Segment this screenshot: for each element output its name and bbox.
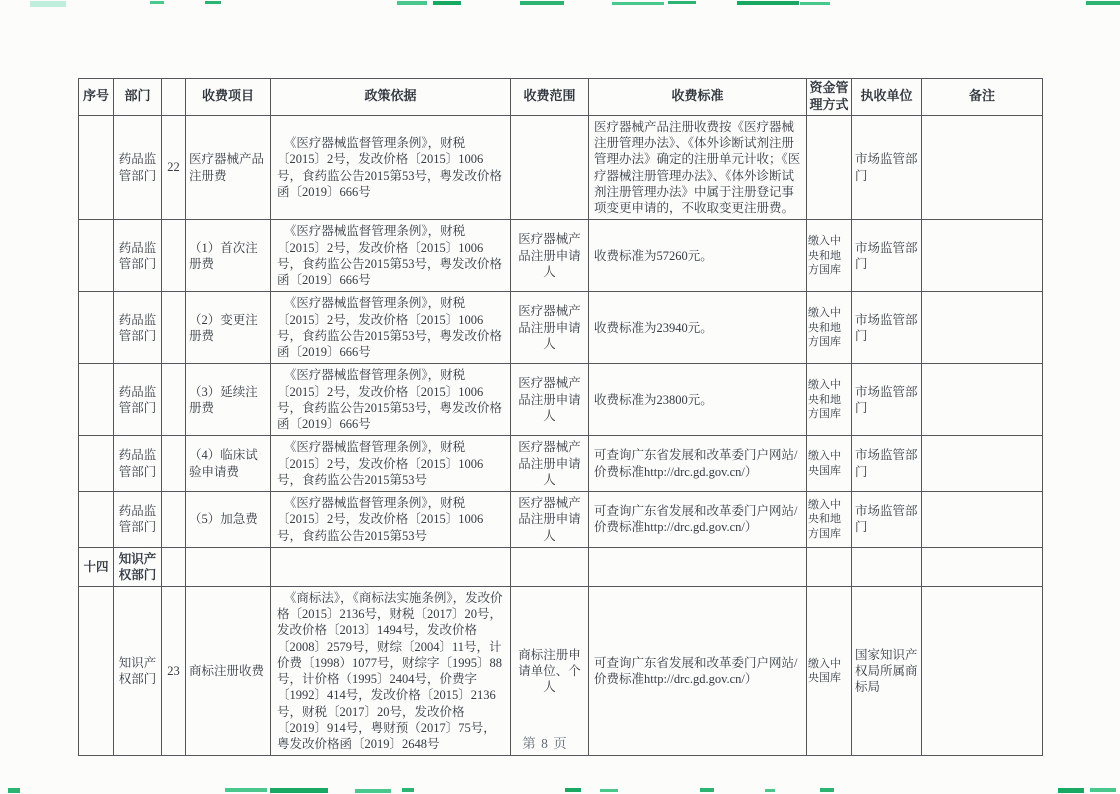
cell-item-no: 22 (162, 115, 186, 220)
cell-department: 药品监管部门 (114, 492, 162, 548)
page-number: 第 8 页 (522, 736, 568, 751)
column-header-fee-item: 收费项目 (186, 79, 271, 116)
cell-fee-item: （5）加急费 (186, 492, 271, 548)
cell-fee-item: 商标注册收费 (186, 586, 271, 756)
column-header-item-no (162, 79, 186, 116)
cell-department: 药品监管部门 (114, 115, 162, 220)
cell-fund-management (807, 547, 852, 586)
cell-fee-scope: 医疗器械产品注册申请人 (511, 364, 589, 436)
cell-fee-scope: 医疗器械产品注册申请人 (511, 292, 589, 364)
cell-collecting-unit: 市场监管部门 (852, 436, 922, 492)
cell-item-no (162, 292, 186, 364)
cell-remarks (922, 220, 1043, 292)
cell-fund-management: 缴入中央国库 (807, 586, 852, 756)
cell-seq-no (79, 220, 114, 292)
cell-fee-standard: 医疗器械产品注册收费按《医疗器械注册管理办法》、《体外诊断试剂注册管理办法》确定的注册单元计收；《医疗器械注册管理办法》、《体外诊断试剂注册管理办法》中属于注册登记事项变更申请的，不收取变更注册费。 (589, 115, 807, 220)
cell-fund-management: 缴入中央和地方国库 (807, 492, 852, 548)
cell-fee-standard: 收费标准为23800元。 (589, 364, 807, 436)
cell-fee-standard (589, 547, 807, 586)
cell-fee-scope: 商标注册申请单位、个人 (511, 586, 589, 756)
cell-fee-item: （4）临床试验申请费 (186, 436, 271, 492)
table-header-row (79, 79, 1043, 116)
cell-collecting-unit: 市场监管部门 (852, 492, 922, 548)
cell-policy-basis: 《医疗器械监督管理条例》，财税〔2015〕2号，发改价格〔2015〕1006号，食药监公告2015第53号，粤发改价格函〔2019〕666号 (271, 220, 511, 292)
cell-policy-basis (271, 547, 511, 586)
cell-fee-scope: 医疗器械产品注册申请人 (511, 436, 589, 492)
table-row (79, 492, 1043, 548)
cell-department: 药品监管部门 (114, 364, 162, 436)
column-header-collecting-unit: 执收单位 (852, 79, 922, 116)
cell-policy-basis: 《医疗器械监督管理条例》，财税〔2015〕2号，发改价格〔2015〕1006号，食药监公告2015第53号，粤发改价格函〔2019〕666号 (271, 364, 511, 436)
column-header-fee-scope: 收费范围 (511, 79, 589, 116)
cell-seq-no (79, 115, 114, 220)
cell-fund-management: 缴入中央国库 (807, 436, 852, 492)
fee-table (78, 78, 1043, 756)
column-header-seq-no: 序号 (79, 79, 114, 116)
cell-fee-item: 医疗器械产品注册费 (186, 115, 271, 220)
cell-collecting-unit: 市场监管部门 (852, 292, 922, 364)
table-row (79, 547, 1043, 586)
column-header-remarks: 备注 (922, 79, 1043, 116)
cell-remarks (922, 292, 1043, 364)
cell-fund-management: 缴入中央和地方国库 (807, 220, 852, 292)
cell-fee-standard: 可查询广东省发展和改革委门户网站/价费标准http://drc.gd.gov.cn/） (589, 492, 807, 548)
cell-fee-standard: 可查询广东省发展和改革委门户网站/价费标准http://drc.gd.gov.cn/） (589, 586, 807, 756)
cell-collecting-unit: 国家知识产权局所属商标局 (852, 586, 922, 756)
cell-fee-scope (511, 547, 589, 586)
cell-item-no: 23 (162, 586, 186, 756)
cell-fee-standard: 收费标准为57260元。 (589, 220, 807, 292)
cell-department: 药品监管部门 (114, 220, 162, 292)
cell-fee-scope: 医疗器械产品注册申请人 (511, 220, 589, 292)
cell-remarks (922, 586, 1043, 756)
cell-department: 知识产权部门 (114, 547, 162, 586)
cell-collecting-unit: 市场监管部门 (852, 115, 922, 220)
scan-artifact-bottom (0, 784, 1120, 794)
cell-item-no (162, 436, 186, 492)
cell-remarks (922, 115, 1043, 220)
cell-department: 知识产权部门 (114, 586, 162, 756)
cell-fee-item: （2）变更注册费 (186, 292, 271, 364)
cell-collecting-unit (852, 547, 922, 586)
table-row (79, 364, 1043, 436)
cell-seq-no: 十四 (79, 547, 114, 586)
cell-item-no (162, 547, 186, 586)
cell-policy-basis: 《商标法》，《商标法实施条例》，发改价格〔2015〕2136号，财税〔2017〕20号，发改价格〔2013〕1494号，发改价格〔2008〕2579号，财综〔2004〕11号，计价费〔1998）1077号，财综字〔1995〕88号，计价格（1995〕2404号，价费字〔1992〕414号，发改价格〔2015〕2136号，财税〔2017〕20号，发改价格〔2019〕914号，粤财预（2017〕75号，粤发改价格函〔2019〕2648号 (271, 586, 511, 756)
cell-seq-no (79, 292, 114, 364)
column-header-fund-management: 资金管理方式 (807, 79, 852, 116)
table-row (79, 436, 1043, 492)
cell-remarks (922, 364, 1043, 436)
cell-department: 药品监管部门 (114, 436, 162, 492)
cell-remarks (922, 492, 1043, 548)
cell-fee-scope: 医疗器械产品注册申请人 (511, 492, 589, 548)
cell-fee-standard: 可查询广东省发展和改革委门户网站/价费标准http://drc.gd.gov.cn/） (589, 436, 807, 492)
cell-collecting-unit: 市场监管部门 (852, 364, 922, 436)
column-header-policy-basis: 政策依据 (271, 79, 511, 116)
cell-policy-basis: 《医疗器械监督管理条例》，财税〔2015〕2号，发改价格〔2015〕1006号，食药监公告2015第53号，粤发改价格函〔2019〕666号 (271, 292, 511, 364)
cell-item-no (162, 492, 186, 548)
cell-department: 药品监管部门 (114, 292, 162, 364)
cell-seq-no (79, 492, 114, 548)
table-row (79, 220, 1043, 292)
scan-artifact-top (0, 0, 1120, 8)
cell-fund-management: 缴入中央和地方国库 (807, 292, 852, 364)
cell-seq-no (79, 586, 114, 756)
cell-item-no (162, 220, 186, 292)
cell-fund-management (807, 115, 852, 220)
cell-seq-no (79, 364, 114, 436)
cell-fee-item: （1）首次注册费 (186, 220, 271, 292)
cell-item-no (162, 364, 186, 436)
cell-policy-basis: 《医疗器械监督管理条例》，财税〔2015〕2号，发改价格〔2015〕1006号，食药监公告2015第53号，粤发改价格函〔2019〕666号 (271, 115, 511, 220)
cell-policy-basis: 《医疗器械监督管理条例》，财税〔2015〕2号，发改价格〔2015〕1006号，食药监公告2015第53号 (271, 436, 511, 492)
cell-fee-standard: 收费标准为23940元。 (589, 292, 807, 364)
cell-fee-item: （3）延续注册费 (186, 364, 271, 436)
cell-remarks (922, 436, 1043, 492)
table-body (79, 115, 1043, 756)
cell-collecting-unit: 市场监管部门 (852, 220, 922, 292)
table-row (79, 586, 1043, 756)
cell-fee-scope (511, 115, 589, 220)
cell-fund-management: 缴入中央和地方国库 (807, 364, 852, 436)
cell-seq-no (79, 436, 114, 492)
table-row (79, 115, 1043, 220)
column-header-department: 部门 (114, 79, 162, 116)
cell-remarks (922, 547, 1043, 586)
column-header-fee-standard: 收费标准 (589, 79, 807, 116)
cell-policy-basis: 《医疗器械监督管理条例》，财税〔2015〕2号，发改价格〔2015〕1006号，食药监公告2015第53号 (271, 492, 511, 548)
table-row (79, 292, 1043, 364)
cell-fee-item (186, 547, 271, 586)
